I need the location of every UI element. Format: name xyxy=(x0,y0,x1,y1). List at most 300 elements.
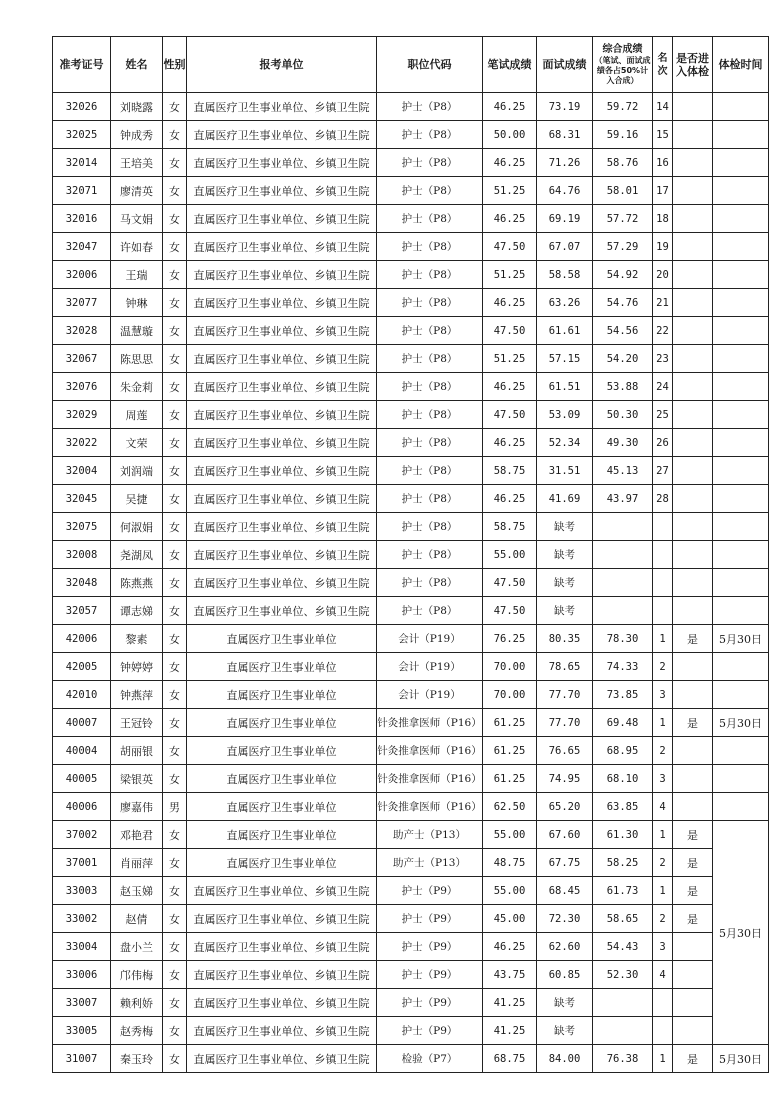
cell-unit: 直属医疗卫生事业单位、乡镇卫生院 xyxy=(187,121,377,149)
cell-name: 朱金莉 xyxy=(111,373,163,401)
cell-exam-id: 32048 xyxy=(53,569,111,597)
cell-exam-time xyxy=(713,205,769,233)
cell-combined: 50.30 xyxy=(593,401,653,429)
cell-exam-id: 32067 xyxy=(53,345,111,373)
cell-name: 盘小兰 xyxy=(111,933,163,961)
cell-rank: 3 xyxy=(653,933,673,961)
cell-name: 刘晓露 xyxy=(111,93,163,121)
cell-rank xyxy=(653,597,673,625)
cell-gender: 女 xyxy=(163,177,187,205)
table-row xyxy=(53,821,769,849)
table-row xyxy=(53,485,769,513)
cell-interview: 60.85 xyxy=(537,961,593,989)
cell-position: 护士（P8） xyxy=(377,93,483,121)
cell-enter-exam xyxy=(673,317,713,345)
table-row xyxy=(53,737,769,765)
cell-rank: 24 xyxy=(653,373,673,401)
cell-position: 护士（P8） xyxy=(377,177,483,205)
cell-written: 46.25 xyxy=(483,933,537,961)
cell-name: 温慧璇 xyxy=(111,317,163,345)
cell-written: 55.00 xyxy=(483,821,537,849)
cell-enter-exam xyxy=(673,793,713,821)
cell-enter-exam: 是 xyxy=(673,709,713,737)
cell-combined: 52.30 xyxy=(593,961,653,989)
cell-enter-exam: 是 xyxy=(673,849,713,877)
cell-combined xyxy=(593,1017,653,1045)
cell-exam-id: 32076 xyxy=(53,373,111,401)
cell-enter-exam xyxy=(673,569,713,597)
cell-rank: 3 xyxy=(653,681,673,709)
cell-combined: 54.92 xyxy=(593,261,653,289)
cell-interview: 76.65 xyxy=(537,737,593,765)
cell-unit: 直属医疗卫生事业单位、乡镇卫生院 xyxy=(187,345,377,373)
table-row xyxy=(53,569,769,597)
cell-position: 护士（P8） xyxy=(377,233,483,261)
cell-unit: 直属医疗卫生事业单位 xyxy=(187,653,377,681)
cell-exam-time xyxy=(713,373,769,401)
cell-gender: 女 xyxy=(163,905,187,933)
cell-enter-exam xyxy=(673,149,713,177)
cell-interview: 57.15 xyxy=(537,345,593,373)
cell-written: 61.25 xyxy=(483,737,537,765)
cell-combined: 58.25 xyxy=(593,849,653,877)
cell-exam-time xyxy=(713,429,769,457)
cell-written: 55.00 xyxy=(483,877,537,905)
cell-unit: 直属医疗卫生事业单位、乡镇卫生院 xyxy=(187,597,377,625)
cell-name: 马文娟 xyxy=(111,205,163,233)
cell-enter-exam xyxy=(673,541,713,569)
cell-gender: 女 xyxy=(163,1045,187,1073)
cell-rank: 26 xyxy=(653,429,673,457)
header-interview: 面试成绩 xyxy=(537,37,593,93)
cell-name: 周莲 xyxy=(111,401,163,429)
cell-enter-exam xyxy=(673,345,713,373)
cell-exam-id: 32008 xyxy=(53,541,111,569)
cell-enter-exam: 是 xyxy=(673,1045,713,1073)
cell-rank xyxy=(653,989,673,1017)
results-body xyxy=(53,93,769,1073)
cell-interview: 71.26 xyxy=(537,149,593,177)
cell-interview: 52.34 xyxy=(537,429,593,457)
cell-gender: 女 xyxy=(163,261,187,289)
cell-enter-exam xyxy=(673,401,713,429)
header-combined xyxy=(593,37,653,93)
cell-exam-id: 33002 xyxy=(53,905,111,933)
cell-position: 护士（P9） xyxy=(377,933,483,961)
cell-rank: 17 xyxy=(653,177,673,205)
cell-enter-exam xyxy=(673,233,713,261)
cell-exam-time xyxy=(713,597,769,625)
cell-exam-id: 32028 xyxy=(53,317,111,345)
table-row xyxy=(53,401,769,429)
cell-gender: 女 xyxy=(163,709,187,737)
cell-name: 梁银英 xyxy=(111,765,163,793)
cell-position: 护士（P8） xyxy=(377,569,483,597)
cell-unit: 直属医疗卫生事业单位、乡镇卫生院 xyxy=(187,401,377,429)
table-row xyxy=(53,933,769,961)
cell-name: 吴捷 xyxy=(111,485,163,513)
cell-exam-id: 42006 xyxy=(53,625,111,653)
cell-written: 46.25 xyxy=(483,429,537,457)
cell-gender: 女 xyxy=(163,933,187,961)
cell-combined: 74.33 xyxy=(593,653,653,681)
cell-enter-exam xyxy=(673,485,713,513)
cell-written: 41.25 xyxy=(483,1017,537,1045)
cell-position: 护士（P8） xyxy=(377,373,483,401)
cell-exam-id: 33006 xyxy=(53,961,111,989)
cell-rank: 28 xyxy=(653,485,673,513)
cell-enter-exam xyxy=(673,737,713,765)
cell-combined: 59.72 xyxy=(593,93,653,121)
cell-combined xyxy=(593,541,653,569)
header-name: 姓名 xyxy=(111,37,163,93)
header-exam-id: 准考证号 xyxy=(53,37,111,93)
table-row xyxy=(53,121,769,149)
cell-interview: 73.19 xyxy=(537,93,593,121)
cell-interview: 69.19 xyxy=(537,205,593,233)
cell-combined: 76.38 xyxy=(593,1045,653,1073)
table-row xyxy=(53,793,769,821)
cell-rank xyxy=(653,569,673,597)
cell-unit: 直属医疗卫生事业单位、乡镇卫生院 xyxy=(187,317,377,345)
cell-interview: 61.61 xyxy=(537,317,593,345)
header-exam-time: 体检时间 xyxy=(713,37,769,93)
cell-interview: 67.07 xyxy=(537,233,593,261)
cell-exam-id: 40005 xyxy=(53,765,111,793)
cell-gender: 女 xyxy=(163,681,187,709)
cell-gender: 女 xyxy=(163,457,187,485)
cell-gender: 男 xyxy=(163,793,187,821)
cell-position: 会计（P19） xyxy=(377,625,483,653)
cell-name: 钟燕萍 xyxy=(111,681,163,709)
cell-exam-id: 33005 xyxy=(53,1017,111,1045)
cell-interview: 84.00 xyxy=(537,1045,593,1073)
cell-position: 护士（P9） xyxy=(377,1017,483,1045)
table-row xyxy=(53,681,769,709)
cell-exam-id: 40004 xyxy=(53,737,111,765)
cell-enter-exam xyxy=(673,597,713,625)
cell-exam-time xyxy=(713,233,769,261)
cell-name: 秦玉玲 xyxy=(111,1045,163,1073)
table-row xyxy=(53,345,769,373)
cell-name: 何淑娟 xyxy=(111,513,163,541)
cell-exam-time xyxy=(713,737,769,765)
cell-unit: 直属医疗卫生事业单位 xyxy=(187,681,377,709)
cell-combined xyxy=(593,597,653,625)
cell-gender: 女 xyxy=(163,233,187,261)
cell-name: 邓艳君 xyxy=(111,821,163,849)
cell-position: 护士（P8） xyxy=(377,541,483,569)
cell-rank: 18 xyxy=(653,205,673,233)
cell-unit: 直属医疗卫生事业单位、乡镇卫生院 xyxy=(187,961,377,989)
cell-written: 51.25 xyxy=(483,177,537,205)
cell-exam-time: 5月30日 xyxy=(713,1045,769,1073)
cell-enter-exam: 是 xyxy=(673,877,713,905)
cell-combined: 49.30 xyxy=(593,429,653,457)
cell-exam-time xyxy=(713,513,769,541)
cell-written: 46.25 xyxy=(483,93,537,121)
cell-rank: 4 xyxy=(653,961,673,989)
table-row xyxy=(53,149,769,177)
cell-position: 护士（P9） xyxy=(377,905,483,933)
cell-exam-time xyxy=(713,485,769,513)
cell-position: 护士（P8） xyxy=(377,401,483,429)
cell-combined: 69.48 xyxy=(593,709,653,737)
cell-name: 赖利娇 xyxy=(111,989,163,1017)
cell-gender: 女 xyxy=(163,205,187,233)
cell-combined: 68.10 xyxy=(593,765,653,793)
cell-combined xyxy=(593,513,653,541)
cell-written: 51.25 xyxy=(483,261,537,289)
cell-gender: 女 xyxy=(163,149,187,177)
cell-rank: 1 xyxy=(653,877,673,905)
cell-position: 会计（P19） xyxy=(377,653,483,681)
cell-combined: 68.95 xyxy=(593,737,653,765)
cell-exam-time xyxy=(713,569,769,597)
cell-interview: 68.45 xyxy=(537,877,593,905)
cell-exam-time xyxy=(713,261,769,289)
cell-position: 护士（P8） xyxy=(377,149,483,177)
cell-name: 廖嘉伟 xyxy=(111,793,163,821)
cell-gender: 女 xyxy=(163,877,187,905)
table-row xyxy=(53,177,769,205)
cell-enter-exam xyxy=(673,961,713,989)
cell-written: 47.50 xyxy=(483,401,537,429)
cell-unit: 直属医疗卫生事业单位、乡镇卫生院 xyxy=(187,149,377,177)
cell-rank: 19 xyxy=(653,233,673,261)
cell-combined: 43.97 xyxy=(593,485,653,513)
table-row xyxy=(53,233,769,261)
cell-unit: 直属医疗卫生事业单位 xyxy=(187,625,377,653)
cell-combined: 45.13 xyxy=(593,457,653,485)
cell-exam-time xyxy=(713,765,769,793)
cell-gender: 女 xyxy=(163,345,187,373)
cell-enter-exam xyxy=(673,373,713,401)
cell-interview: 77.70 xyxy=(537,709,593,737)
cell-unit: 直属医疗卫生事业单位、乡镇卫生院 xyxy=(187,569,377,597)
cell-rank: 15 xyxy=(653,121,673,149)
cell-rank xyxy=(653,513,673,541)
cell-exam-time xyxy=(713,541,769,569)
cell-exam-time: 5月30日 xyxy=(713,625,769,653)
cell-interview: 80.35 xyxy=(537,625,593,653)
cell-rank: 2 xyxy=(653,849,673,877)
cell-position: 护士（P9） xyxy=(377,989,483,1017)
cell-name: 钟琳 xyxy=(111,289,163,317)
header-unit: 报考单位 xyxy=(187,37,377,93)
cell-enter-exam: 是 xyxy=(673,821,713,849)
cell-position: 护士（P8） xyxy=(377,345,483,373)
header-written: 笔试成绩 xyxy=(483,37,537,93)
cell-name: 文荣 xyxy=(111,429,163,457)
cell-enter-exam xyxy=(673,121,713,149)
cell-exam-time: 5月30日 xyxy=(713,709,769,737)
cell-enter-exam xyxy=(673,765,713,793)
cell-exam-id: 32004 xyxy=(53,457,111,485)
cell-written: 61.25 xyxy=(483,709,537,737)
cell-exam-id: 33003 xyxy=(53,877,111,905)
cell-position: 护士（P9） xyxy=(377,961,483,989)
cell-interview: 64.76 xyxy=(537,177,593,205)
cell-enter-exam xyxy=(673,989,713,1017)
cell-gender: 女 xyxy=(163,961,187,989)
cell-combined: 54.56 xyxy=(593,317,653,345)
cell-position: 检验（P7） xyxy=(377,1045,483,1073)
header-position-code: 职位代码 xyxy=(377,37,483,93)
table-row xyxy=(53,709,769,737)
cell-gender: 女 xyxy=(163,513,187,541)
cell-written: 46.25 xyxy=(483,289,537,317)
cell-unit: 直属医疗卫生事业单位、乡镇卫生院 xyxy=(187,289,377,317)
header-combined-note: （笔试、面试成绩各占50%计入合成） xyxy=(594,55,651,85)
cell-name: 谭志娣 xyxy=(111,597,163,625)
cell-position: 针灸推拿医师（P16） xyxy=(377,709,483,737)
cell-interview: 62.60 xyxy=(537,933,593,961)
cell-interview: 74.95 xyxy=(537,765,593,793)
cell-rank: 16 xyxy=(653,149,673,177)
cell-position: 护士（P9） xyxy=(377,877,483,905)
cell-enter-exam xyxy=(673,1017,713,1045)
cell-exam-time xyxy=(713,401,769,429)
cell-unit: 直属医疗卫生事业单位、乡镇卫生院 xyxy=(187,513,377,541)
cell-enter-exam xyxy=(673,681,713,709)
table-row xyxy=(53,261,769,289)
cell-rank xyxy=(653,541,673,569)
cell-interview: 缺考 xyxy=(537,597,593,625)
cell-unit: 直属医疗卫生事业单位、乡镇卫生院 xyxy=(187,177,377,205)
cell-gender: 女 xyxy=(163,849,187,877)
cell-combined: 53.88 xyxy=(593,373,653,401)
cell-interview: 61.51 xyxy=(537,373,593,401)
cell-written: 70.00 xyxy=(483,681,537,709)
cell-position: 会计（P19） xyxy=(377,681,483,709)
cell-enter-exam xyxy=(673,457,713,485)
cell-position: 护士（P8） xyxy=(377,317,483,345)
cell-gender: 女 xyxy=(163,653,187,681)
cell-gender: 女 xyxy=(163,989,187,1017)
table-row xyxy=(53,205,769,233)
cell-exam-time xyxy=(713,149,769,177)
cell-written: 47.50 xyxy=(483,597,537,625)
table-row xyxy=(53,765,769,793)
cell-gender: 女 xyxy=(163,401,187,429)
cell-exam-time xyxy=(713,653,769,681)
cell-interview: 缺考 xyxy=(537,1017,593,1045)
cell-written: 46.25 xyxy=(483,149,537,177)
table-row xyxy=(53,989,769,1017)
cell-interview: 53.09 xyxy=(537,401,593,429)
cell-written: 45.00 xyxy=(483,905,537,933)
table-row xyxy=(53,373,769,401)
cell-written: 46.25 xyxy=(483,373,537,401)
cell-exam-id: 42010 xyxy=(53,681,111,709)
cell-name: 陈思思 xyxy=(111,345,163,373)
header-combined-title: 综合成绩 xyxy=(602,43,643,55)
cell-unit: 直属医疗卫生事业单位 xyxy=(187,709,377,737)
cell-gender: 女 xyxy=(163,93,187,121)
cell-name: 尧湖凤 xyxy=(111,541,163,569)
cell-written: 58.75 xyxy=(483,513,537,541)
cell-unit: 直属医疗卫生事业单位、乡镇卫生院 xyxy=(187,373,377,401)
cell-exam-id: 32057 xyxy=(53,597,111,625)
cell-name: 钟婷婷 xyxy=(111,653,163,681)
cell-unit: 直属医疗卫生事业单位、乡镇卫生院 xyxy=(187,1017,377,1045)
cell-written: 47.50 xyxy=(483,569,537,597)
cell-interview: 缺考 xyxy=(537,541,593,569)
cell-interview: 77.70 xyxy=(537,681,593,709)
cell-unit: 直属医疗卫生事业单位、乡镇卫生院 xyxy=(187,1045,377,1073)
cell-rank xyxy=(653,1017,673,1045)
cell-rank: 23 xyxy=(653,345,673,373)
table-row xyxy=(53,877,769,905)
table-row xyxy=(53,597,769,625)
cell-gender: 女 xyxy=(163,485,187,513)
cell-interview: 缺考 xyxy=(537,989,593,1017)
cell-name: 黎素 xyxy=(111,625,163,653)
cell-exam-id: 37001 xyxy=(53,849,111,877)
cell-gender: 女 xyxy=(163,121,187,149)
cell-enter-exam: 是 xyxy=(673,625,713,653)
cell-unit: 直属医疗卫生事业单位、乡镇卫生院 xyxy=(187,541,377,569)
cell-written: 41.25 xyxy=(483,989,537,1017)
cell-enter-exam xyxy=(673,513,713,541)
cell-unit: 直属医疗卫生事业单位、乡镇卫生院 xyxy=(187,205,377,233)
cell-written: 48.75 xyxy=(483,849,537,877)
cell-combined: 57.29 xyxy=(593,233,653,261)
cell-combined: 54.76 xyxy=(593,289,653,317)
cell-interview: 41.69 xyxy=(537,485,593,513)
cell-combined: 54.43 xyxy=(593,933,653,961)
cell-name: 许如春 xyxy=(111,233,163,261)
cell-name: 廖清英 xyxy=(111,177,163,205)
cell-enter-exam xyxy=(673,261,713,289)
cell-written: 62.50 xyxy=(483,793,537,821)
cell-combined: 63.85 xyxy=(593,793,653,821)
cell-name: 胡丽银 xyxy=(111,737,163,765)
cell-unit: 直属医疗卫生事业单位 xyxy=(187,793,377,821)
cell-name: 王冠铃 xyxy=(111,709,163,737)
cell-position: 针灸推拿医师（P16） xyxy=(377,793,483,821)
cell-gender: 女 xyxy=(163,821,187,849)
cell-rank: 25 xyxy=(653,401,673,429)
table-row xyxy=(53,625,769,653)
cell-interview: 72.30 xyxy=(537,905,593,933)
cell-name: 王瑞 xyxy=(111,261,163,289)
cell-name: 赵倩 xyxy=(111,905,163,933)
cell-position: 护士（P8） xyxy=(377,457,483,485)
cell-rank: 2 xyxy=(653,653,673,681)
cell-name: 钟成秀 xyxy=(111,121,163,149)
table-row xyxy=(53,849,769,877)
table-row xyxy=(53,961,769,989)
cell-interview: 缺考 xyxy=(537,569,593,597)
cell-exam-id: 37002 xyxy=(53,821,111,849)
header-rank: 名次 xyxy=(653,37,673,93)
cell-exam-time xyxy=(713,793,769,821)
cell-exam-id: 42005 xyxy=(53,653,111,681)
table-row xyxy=(53,429,769,457)
cell-rank: 2 xyxy=(653,905,673,933)
cell-position: 护士（P8） xyxy=(377,121,483,149)
cell-combined xyxy=(593,569,653,597)
cell-enter-exam xyxy=(673,177,713,205)
cell-gender: 女 xyxy=(163,737,187,765)
cell-written: 55.00 xyxy=(483,541,537,569)
cell-written: 61.25 xyxy=(483,765,537,793)
cell-exam-id: 32006 xyxy=(53,261,111,289)
cell-unit: 直属医疗卫生事业单位、乡镇卫生院 xyxy=(187,429,377,457)
cell-unit: 直属医疗卫生事业单位 xyxy=(187,765,377,793)
